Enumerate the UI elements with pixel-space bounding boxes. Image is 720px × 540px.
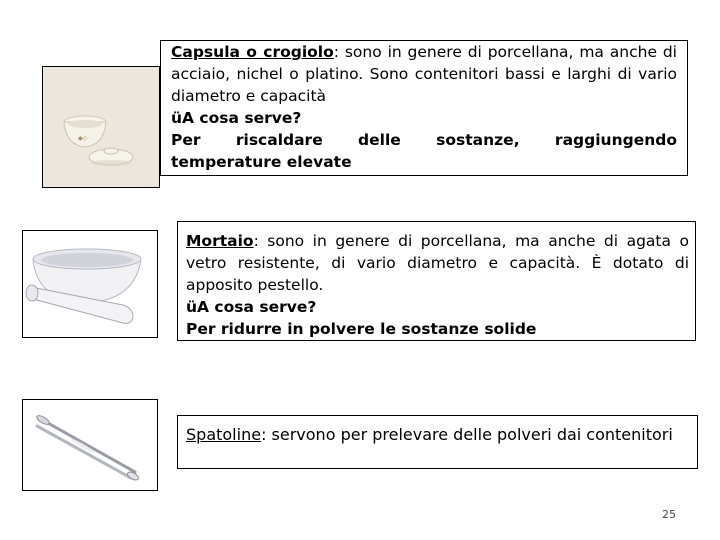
mortar-image <box>22 230 158 338</box>
crucible-description-box <box>160 40 688 176</box>
spatulas-paragraph <box>186 424 691 446</box>
spatulas-term: Spatoline <box>186 425 262 444</box>
mortar-term: Mortaio <box>186 232 254 250</box>
mortar-question: üA cosa serve? <box>186 298 317 316</box>
mortar-paragraph <box>186 230 689 296</box>
mortar-description-box <box>177 221 696 341</box>
mortar-pestle-icon <box>23 231 157 337</box>
mortar-answer: Per ridurre in polvere le sostanze solide <box>186 320 537 338</box>
spatulas-description-box <box>177 415 698 469</box>
crucible-image <box>42 66 160 188</box>
crucible-description: : sono in genere di porcellana, ma anche di acciaio, nichel o platino. Sono contenitori bassi e larghi di vario diametro e capacità <box>171 43 677 105</box>
crucible-paragraph <box>171 41 677 107</box>
crucible-answer-line1: Per riscaldare delle sostanze, raggiungendo <box>171 131 677 149</box>
crucible-question: üA cosa serve? <box>171 109 302 127</box>
spatulas-image <box>22 399 158 491</box>
svg-text:◆◇: ◆◇ <box>78 135 88 142</box>
crucible-answer-line2: temperature elevate <box>171 153 352 171</box>
spatulas-description: : servono per prelevare delle polveri dai contenitori <box>261 425 673 444</box>
page-number: 25 <box>662 508 676 521</box>
crucible-icon <box>43 67 159 187</box>
crucible-term: Capsula o crogiolo <box>171 43 334 61</box>
spatula-icon <box>23 400 157 490</box>
mortar-description: : sono in genere di porcellana, ma anche di agata o vetro resistente, di vario diametro e capacità. È dotato di apposito pestello. <box>186 232 689 294</box>
